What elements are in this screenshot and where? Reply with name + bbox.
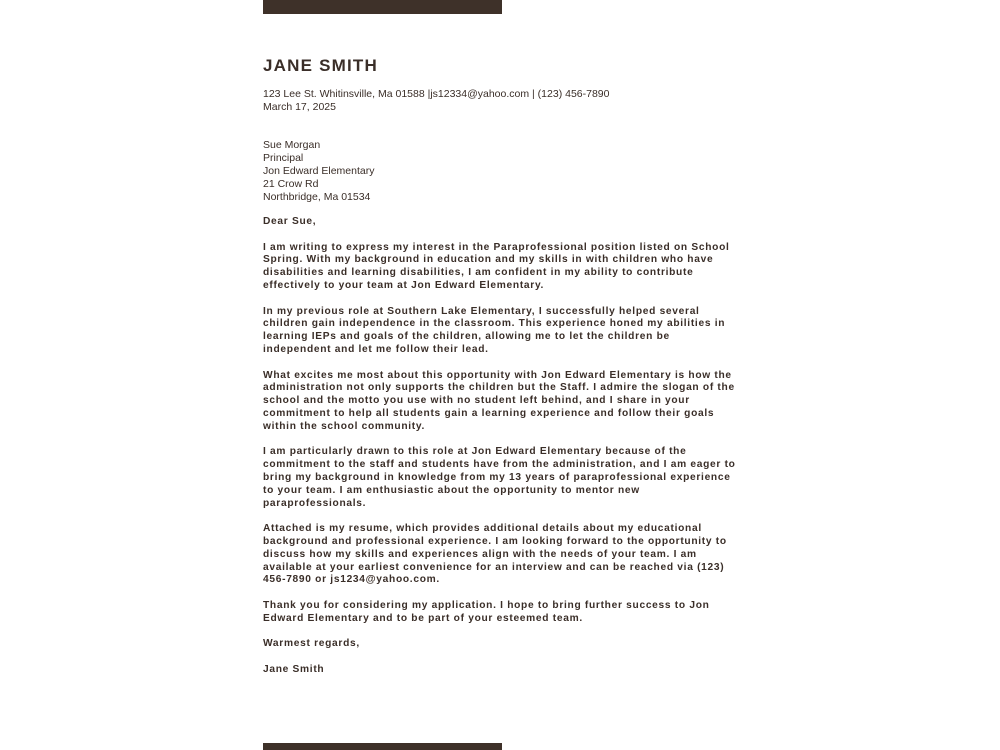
sender-contact-block: [263, 88, 610, 114]
paragraph: I am writing to express my interest in the Paraprofessional position listed on School Spring. With my background in education and my skills in with children who have disabilities and learning disabilities, I am confident in my ability to contribute effectively to your team at Jon Edward Elementary.: [263, 241, 730, 291]
closing: Warmest regards,: [263, 638, 360, 650]
letter-body: [263, 216, 738, 677]
top-accent-bar: [263, 0, 502, 14]
paragraph: Thank you for considering my application. I hope to bring further success to Jon Edward Elementary and to be part of your esteemed team.: [263, 599, 710, 624]
paragraph: I am particularly drawn to this role at Jon Edward Elementary because of the commitment to the staff and students have from the administration, and I am eager to bring my background in knowledge from my 13 years of paraprofessional experience to your team. I am enthusiastic about the opportunity to mentor new paraprofessionals.: [263, 446, 736, 509]
recipient-name: Sue Morgan: [263, 139, 321, 151]
paragraph: What excites me most about this opportunity with Jon Edward Elementary is how the administration not only supports the children but the Staff. I admire the slogan of the school and the motto you use with no student left behind, and I share in your commitment to help all students gain a learning experience and follow their goals within the school community.: [263, 369, 735, 432]
signature: Jane Smith: [263, 663, 325, 675]
letter-date: March 17, 2025: [263, 101, 336, 113]
recipient-street: 21 Crow Rd: [263, 178, 319, 190]
bottom-accent-bar: [263, 743, 502, 750]
recipient-school: Jon Edward Elementary: [263, 165, 375, 177]
recipient-address-block: [263, 139, 374, 204]
sender-contact-line: 123 Lee St. Whitinsville, Ma 01588 |js12334@yahoo.com | (123) 456-7890: [263, 88, 610, 100]
sender-name: JANE SMITH: [263, 56, 378, 75]
paragraph: Attached is my resume, which provides additional details about my educational background and professional experience. I am looking forward to the opportunity to discuss how my skills and experiences align with the needs of your team. I am available at your earliest convenience for an interview and can be reached via (123) 456-7890 or js1234@yahoo.com.: [263, 523, 727, 586]
recipient-title: Principal: [263, 152, 304, 164]
salutation: Dear Sue,: [263, 216, 317, 227]
paragraph: In my previous role at Southern Lake Elementary, I successfully helped several children gain independence in the classroom. This experience honed my abilities in learning IEPs and goals of the children, allowing me to let the children be independent and let me follow their lead.: [263, 305, 726, 355]
recipient-city: Northbridge, Ma 01534: [263, 191, 371, 203]
